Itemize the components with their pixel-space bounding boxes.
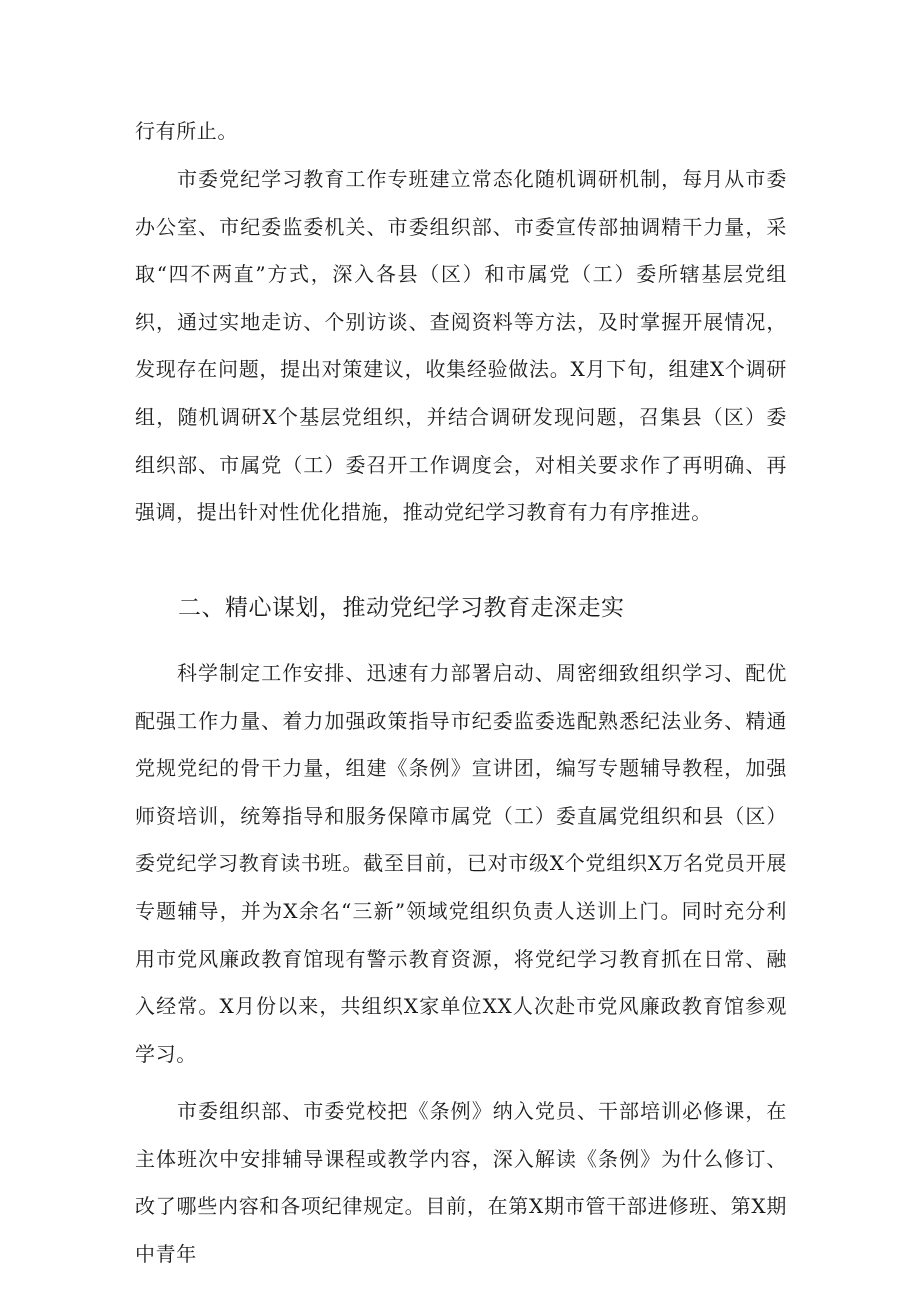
paragraph-continuation: 行有所止。 (135, 119, 238, 143)
paragraph-planning: 科学制定工作安排、迅速有力部署启动、周密细致组织学习、配优配强工作力量、着力加强政策指导市纪委监委选配熟悉纪法业务、精通党规党纪的骨干力量，组建《条例》宣讲团，编写专题辅导教程，加强师资培训，统筹指导和服务保障市属党（工）委直属党组织和县（区）委党纪学习教育读书班。截至目前，已对市级X个党组织X万名党员开展专题辅导，并为X余名“三新”领域党组织负责人送训上门。同时充分利用市党风廉政教育馆现有警示教育资源，将党纪学习教育抓在日常、融入经常。X月份以来，共组织X家单位XX人次赴市党风廉政教育馆参观学习。 (135, 661, 787, 1066)
section-heading: 二、精心谋划，推动党纪学习教育走深走实 (178, 595, 625, 621)
paragraph-training: 市委组织部、市委党校把《条例》纳入党员、干部培训必修课，在主体班次中安排辅导课程或教学内容，深入解读《条例》为什么修订、改了哪些内容和各项纪律规定。目前，在第X期市管干部进修班、第X期中青年 (135, 1099, 787, 1266)
paragraph-research-mechanism: 市委党纪学习教育工作专班建立常态化随机调研机制，每月从市委办公室、市纪委监委机关、市委组织部、市委宣传部抽调精干力量，采取“四不两直”方式，深入各县（区）和市属党（工）委所辖基层党组织，通过实地走访、个别访谈、查阅资料等方法，及时掌握开展情况，发现存在问题，提出对策建议，收集经验做法。X月下旬，组建X个调研组，随机调研X个基层党组织，并结合调研发现问题，召集县（区）委组织部、市属党（工）委召开工作调度会，对相关要求作了再明确、再强调，提出针对性优化措施，推动党纪学习教育有力有序推进。 (135, 167, 787, 525)
